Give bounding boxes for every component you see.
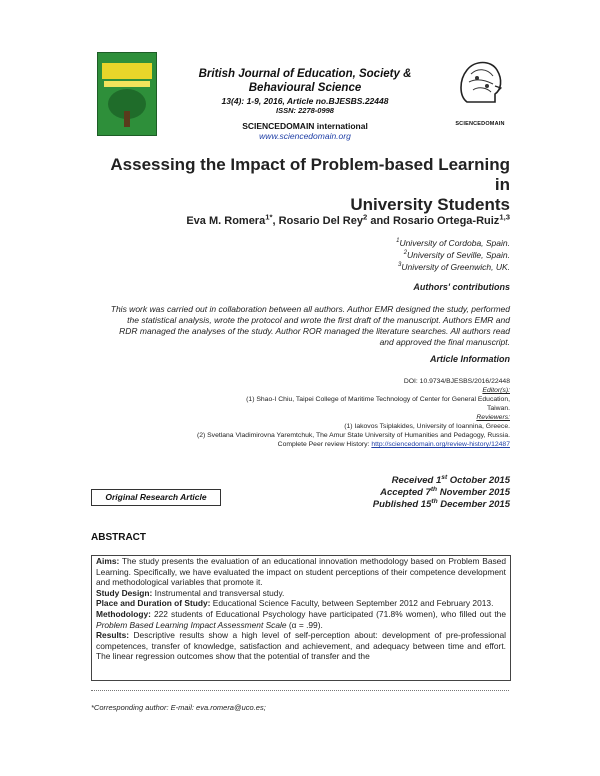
affiliation: $^2$University of Seville, Spain. xyxy=(403,250,510,260)
logo-caption: SCIENCEDOMAIN xyxy=(455,121,505,127)
journal-issn: ISSN: 2278-0998 xyxy=(276,106,334,115)
article-info-heading: Article Information xyxy=(429,354,510,364)
journal-citation: 13(4): 1-9, 2016, Article no.BJESBS.22448 xyxy=(221,96,389,106)
cover-tree-trunk xyxy=(124,111,130,127)
contributions-text: This work was carried out in collaboration between all authors. Author EMR designed the study, performed the statistical analysis, wrote the protocol and wrote the first draft of the manuscript. Authors EMR and RDR managed the analyses of the study. Author ROR managed the literature searches. All authors read and approved the final manuscript. xyxy=(110,304,510,347)
journal-name-line2: Behavioural Science xyxy=(248,82,362,94)
paper-title-line1: Assessing the Impact of Problem-based Learning in xyxy=(110,155,510,194)
editors-label: Editor(s): xyxy=(482,387,510,394)
abstract-place: Place and Duration of Study: Educational Science Faculty, between September 2012 and February 2013. xyxy=(96,598,494,609)
published-date: Published 15th December 2015 xyxy=(372,497,510,510)
footnote-divider xyxy=(91,690,509,691)
article-type-box: Original Research Article xyxy=(91,489,221,506)
publisher-website-link[interactable]: www.sciencedomain.org xyxy=(259,131,351,141)
author-name: Rosario Del Rey xyxy=(278,215,363,227)
received-date: Received 1st October 2015 xyxy=(391,473,510,486)
article-info-block xyxy=(100,377,510,449)
author-list xyxy=(100,212,510,227)
author-separator: , xyxy=(272,215,279,227)
doi: DOI: 10.9734/BJESBS/2016/22448 xyxy=(403,378,510,385)
abstract-aims: Aims: The study presents the evaluation of an educational innovation methodology based on Problem Based Learning. Specifically, we have evaluated the impact on student perceptions of their competence development and methodological variables that promote it. xyxy=(96,556,506,588)
abstract-heading: ABSTRACT xyxy=(91,532,146,543)
abstract-methodology: Methodology: 222 students of Educational Psychology have participated (71.8% women), who filled out the Problem Based Learning Impact Assessment Scale (α = .99). xyxy=(96,608,506,630)
abstract-box xyxy=(91,555,511,681)
corresponding-author-footnote: *Corresponding author: E-mail: eva.romera@uco.es; xyxy=(91,703,266,712)
affiliation: $^3$University of Greenwich, UK. xyxy=(398,262,510,272)
abstract-results: Results: Descriptive results show a high level of self-perception about: development of pre-professional competences, transfer of knowledge, satisfaction and achievement, and adequacy between time and effort. The linear regression outcomes show that the potential of transfer and the xyxy=(96,630,506,662)
abstract-design: Study Design: Instrumental and transversal study. xyxy=(96,587,285,598)
accepted-date: Accepted 7th November 2015 xyxy=(380,485,510,498)
author-affiliation-marker: 1* xyxy=(265,212,273,222)
journal-name-line1: British Journal of Education, Society & xyxy=(198,68,412,80)
review-history-label: Complete Peer review History: xyxy=(277,441,372,448)
editor-entry: (1) Shao-I Chiu, Taipei College of Maritime Technology of Center for General Education, xyxy=(246,396,510,403)
review-history-link[interactable]: http://sciencedomain.org/review-history/12487 xyxy=(371,441,510,448)
publication-dates xyxy=(330,475,510,511)
author-name: Rosario Ortega-Ruiz xyxy=(392,215,500,227)
reviewer-entry: (2) Svetlana Vladimirovna Yaremtchuk, The Amur State University of Humanities and Pedagogy, Russia. xyxy=(196,432,510,439)
reviewer-entry: (1) Iakovos Tsiplakides, University of Ioannina, Greece. xyxy=(344,423,510,430)
author-name: Eva M. Romera xyxy=(186,215,266,227)
reviewers-label: Reviewers: xyxy=(476,414,510,421)
cover-subtitle-band xyxy=(104,81,150,87)
author-affiliation-marker: 1,3 xyxy=(499,212,510,222)
sciencedomain-logo xyxy=(455,56,505,120)
author-separator: and xyxy=(367,215,393,227)
editor-entry-cont: Taiwan. xyxy=(486,405,510,412)
journal-header xyxy=(170,67,440,141)
publisher-name: SCIENCEDOMAIN international xyxy=(242,121,368,131)
paper-title xyxy=(100,155,510,215)
journal-cover-image xyxy=(97,52,157,136)
cover-title-band xyxy=(102,63,152,79)
author-affiliation-marker: 2 xyxy=(363,212,368,222)
affiliation: $^1$University of Cordoba, Spain. xyxy=(396,238,510,248)
paper-title-line2: University Students xyxy=(350,195,510,214)
review-history xyxy=(100,440,510,449)
contributions-heading: Authors' contributions xyxy=(413,282,510,292)
